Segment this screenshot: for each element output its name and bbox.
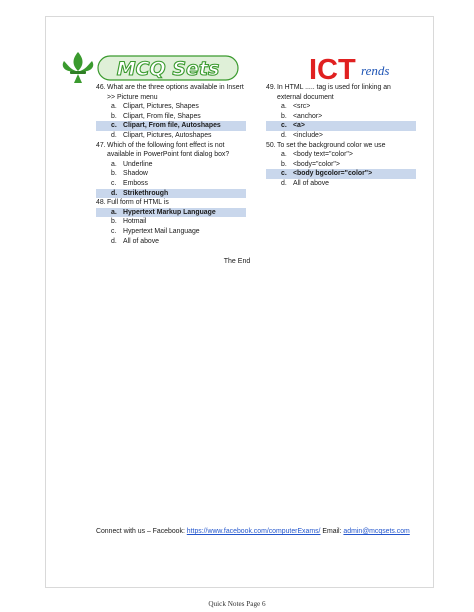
- correct-answer-option: [266, 121, 416, 131]
- answer-option: [96, 227, 246, 237]
- option-text: <body="color">: [293, 160, 340, 168]
- correct-answer-option: [96, 189, 246, 199]
- question-number: 49.: [266, 84, 276, 91]
- option-text: <body bgcolor="color">: [293, 170, 373, 178]
- option-letter: b.: [281, 160, 287, 168]
- answer-option: [96, 179, 246, 189]
- option-text: All of above: [123, 237, 160, 245]
- option-text: Strikethrough: [123, 189, 169, 197]
- footer-email-label: Email:: [320, 528, 344, 535]
- question-number: 48.: [96, 199, 106, 207]
- answer-option: [266, 102, 416, 112]
- option-text: <include>: [293, 131, 323, 139]
- answer-option: [266, 160, 416, 170]
- option-letter: c.: [111, 122, 117, 130]
- question-number: 50.: [266, 141, 276, 149]
- email-link[interactable]: admin@mcqsets.com: [343, 528, 410, 535]
- answer-option: [96, 237, 246, 247]
- option-letter: c.: [281, 170, 287, 178]
- option-letter: b.: [281, 112, 287, 120]
- option-letter: b.: [111, 170, 117, 178]
- answer-option: [96, 160, 246, 170]
- question-number: 46.: [96, 84, 106, 91]
- option-letter: c.: [111, 179, 117, 187]
- answer-option: [96, 131, 246, 141]
- ict-trends-logo: [307, 53, 417, 83]
- option-letter: d.: [111, 131, 117, 139]
- mcq-sets-logo: [52, 49, 242, 87]
- option-letter: d.: [111, 237, 117, 245]
- question: [96, 198, 246, 208]
- option-text: Emboss: [123, 179, 148, 187]
- option-text: Clipart, Pictures, Autoshapes: [123, 131, 212, 139]
- answer-option: [266, 179, 416, 189]
- answer-option: [266, 112, 416, 122]
- questions-left-column: [96, 83, 246, 246]
- option-letter: b.: [111, 112, 117, 120]
- questions-right-column: [266, 83, 416, 189]
- answer-option: [266, 131, 416, 141]
- option-text: Hypertext Mail Language: [123, 227, 200, 235]
- question-text: Full form of HTML is: [107, 199, 169, 207]
- option-text: <body text="color">: [293, 151, 353, 159]
- option-text: Hotmail: [123, 218, 147, 226]
- footer-prefix: Connect with us – Facebook:: [96, 528, 187, 535]
- option-letter: a.: [111, 208, 117, 216]
- option-text: Clipart, Pictures, Shapes: [123, 103, 199, 111]
- option-text: All of above: [293, 179, 330, 187]
- trends-logo-word: rends: [361, 63, 390, 78]
- option-letter: a.: [111, 103, 117, 111]
- option-letter: d.: [281, 131, 287, 139]
- option-text: Clipart, From file, Shapes: [123, 112, 201, 120]
- option-text: Clipart, From file, Autoshapes: [123, 122, 221, 130]
- question: [266, 83, 416, 102]
- question-text: In HTML ..... tag is used for linking an external document: [277, 84, 391, 101]
- option-letter: d.: [281, 179, 287, 187]
- question-number: 47.: [96, 141, 106, 149]
- option-text: Shadow: [123, 170, 148, 178]
- answer-option: [96, 102, 246, 112]
- option-letter: b.: [111, 218, 117, 226]
- mcq-sets-logo-text: MCQ Sets: [116, 58, 220, 80]
- question-text: Which of the following font effect is not available in PowerPoint font dialog box?: [107, 141, 230, 159]
- page-footer: Quick Notes Page 6: [208, 600, 266, 608]
- answer-option: [96, 169, 246, 179]
- option-text: Hypertext Markup Language: [123, 208, 216, 216]
- correct-answer-option: [266, 169, 416, 179]
- option-letter: a.: [281, 103, 287, 111]
- option-text: Underline: [123, 160, 153, 168]
- answer-option: [96, 217, 246, 227]
- answer-option: [266, 150, 416, 160]
- option-letter: d.: [111, 189, 118, 197]
- question: [96, 83, 246, 102]
- option-letter: c.: [281, 122, 287, 130]
- fleur-de-lis-icon: [63, 52, 94, 83]
- question: [266, 141, 416, 151]
- question: [96, 141, 246, 160]
- footer-contact: [96, 528, 410, 535]
- option-letter: a.: [111, 160, 117, 168]
- option-letter: a.: [281, 151, 287, 159]
- facebook-link[interactable]: https://www.facebook.com/computerExams/: [186, 528, 321, 535]
- answer-option: [96, 112, 246, 122]
- question-text: What are the three options available in Insert >> Picture menu: [107, 84, 244, 101]
- ict-logo-letters: ICT: [309, 54, 356, 83]
- correct-answer-option: [96, 121, 246, 131]
- option-text: <anchor>: [293, 112, 323, 120]
- correct-answer-option: [96, 208, 246, 218]
- option-letter: c.: [111, 227, 117, 235]
- option-text: <src>: [293, 103, 311, 111]
- the-end-text: The End: [223, 258, 251, 265]
- option-text: <a>: [293, 122, 305, 130]
- question-text: To set the background color we use: [277, 141, 386, 149]
